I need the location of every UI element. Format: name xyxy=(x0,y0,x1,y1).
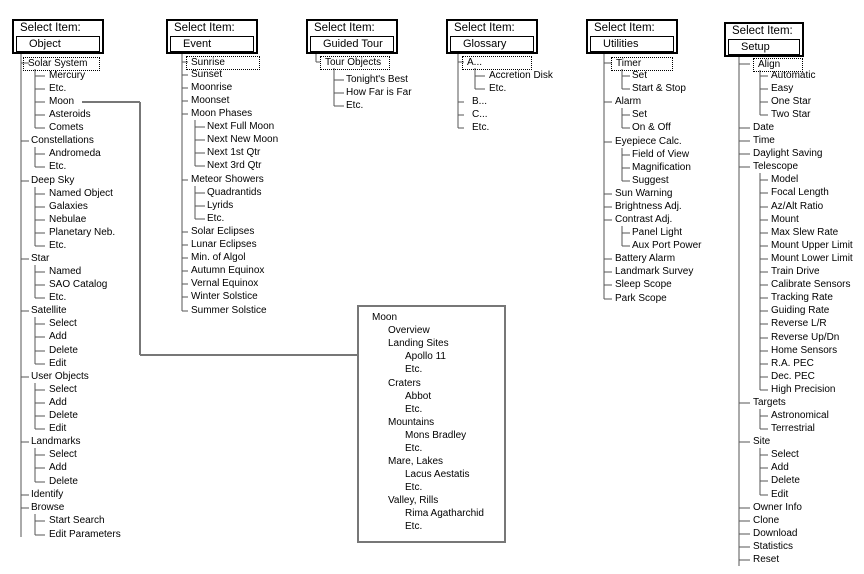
menu-item[interactable]: Identify xyxy=(31,489,64,500)
menu-item[interactable]: Moon xyxy=(49,96,75,107)
menu-item[interactable]: Galaxies xyxy=(49,201,88,212)
menu-item[interactable]: Solar Eclipses xyxy=(191,226,255,237)
menu-item[interactable]: Reset xyxy=(753,554,780,565)
moon-detail-item[interactable]: Etc. xyxy=(405,521,423,532)
menu-item[interactable]: On & Off xyxy=(632,122,671,133)
menu-item[interactable]: Align xyxy=(753,58,803,72)
menu-item[interactable]: Add xyxy=(49,462,67,473)
setup-header[interactable] xyxy=(724,22,804,57)
menu-item[interactable]: Statistics xyxy=(753,541,794,552)
moon-detail-item[interactable]: Etc. xyxy=(405,364,423,375)
menu-item[interactable]: Meteor Showers xyxy=(191,174,264,185)
object-title: Object xyxy=(16,36,100,52)
menu-item[interactable]: Telescope xyxy=(753,161,799,172)
menu-item[interactable]: Aux Port Power xyxy=(632,240,702,251)
menu-item[interactable]: Dec. PEC xyxy=(771,371,815,382)
menu-item[interactable]: Edit xyxy=(49,423,67,434)
moon-detail-item[interactable]: Craters xyxy=(388,378,421,389)
menu-item[interactable]: Targets xyxy=(753,397,786,408)
menu-item[interactable]: Next Full Moon xyxy=(207,121,275,132)
menu-item[interactable]: Astronomical xyxy=(771,410,829,421)
menu-item[interactable]: Edit xyxy=(49,358,67,369)
menu-item[interactable]: Add xyxy=(49,331,67,342)
moon-detail-item[interactable]: Landing Sites xyxy=(388,338,449,349)
menu-item[interactable]: Moonset xyxy=(191,95,230,106)
menu-item[interactable]: Automatic xyxy=(771,70,816,81)
menu-item[interactable]: Summer Solstice xyxy=(191,305,267,316)
menu-item[interactable]: Start Search xyxy=(49,515,105,526)
menu-item[interactable]: Select xyxy=(771,449,799,460)
guided-tour-header-label: Select Item: xyxy=(314,22,375,34)
menu-item[interactable]: Battery Alarm xyxy=(615,253,676,264)
menu-item[interactable]: Delete xyxy=(49,345,78,356)
moon-detail-item[interactable]: Etc. xyxy=(405,482,423,493)
menu-item[interactable]: Site xyxy=(753,436,771,447)
moon-detail-title: Moon xyxy=(372,312,398,323)
menu-item[interactable]: Easy xyxy=(771,83,794,94)
utilities-title: Utilities xyxy=(590,36,674,52)
menu-item[interactable]: Browse xyxy=(31,502,65,513)
menu-item[interactable]: Model xyxy=(771,174,799,185)
menu-item[interactable]: Delete xyxy=(49,410,78,421)
event-title: Event xyxy=(170,36,254,52)
menu-item[interactable]: Next 1st Qtr xyxy=(207,147,261,158)
menu-item[interactable]: Autumn Equinox xyxy=(191,265,265,276)
menu-item[interactable]: Etc. xyxy=(489,83,507,94)
menu-item[interactable]: Mount Upper Limit xyxy=(771,240,853,251)
moon-detail-item[interactable]: Overview xyxy=(388,325,430,336)
menu-item[interactable]: Etc. xyxy=(49,161,67,172)
setup-header-label: Select Item: xyxy=(732,25,793,37)
moon-detail-item[interactable]: Abbot xyxy=(405,391,432,402)
menu-item[interactable]: Etc. xyxy=(207,213,225,224)
menu-item[interactable]: A... xyxy=(462,56,532,70)
menu-item[interactable]: Edit xyxy=(771,489,789,500)
menu-item[interactable]: Etc. xyxy=(49,240,67,251)
menu-item[interactable]: Named Object xyxy=(49,188,113,199)
menu-item[interactable]: R.A. PEC xyxy=(771,358,814,369)
menu-item[interactable]: Timer xyxy=(611,57,673,71)
menu-item[interactable]: Max Slew Rate xyxy=(771,227,839,238)
menu-item[interactable]: Field of View xyxy=(632,149,690,160)
menu-item[interactable]: Deep Sky xyxy=(31,175,75,186)
menu-item[interactable]: Delete xyxy=(771,475,800,486)
moon-detail-item[interactable]: Etc. xyxy=(405,404,423,415)
utilities-header[interactable] xyxy=(586,19,678,54)
menu-item[interactable]: Delete xyxy=(49,476,78,487)
menu-item[interactable]: How Far is Far xyxy=(346,87,412,98)
menu-item[interactable]: Clone xyxy=(753,515,780,526)
menu-item[interactable]: Moonrise xyxy=(191,82,233,93)
menu-item[interactable]: Etc. xyxy=(472,122,490,133)
menu-item[interactable]: Date xyxy=(753,122,775,133)
menu-item[interactable]: Calibrate Sensors xyxy=(771,279,851,290)
menu-item[interactable]: Accretion Disk xyxy=(489,70,553,81)
menu-item[interactable]: Select xyxy=(49,318,77,329)
menu-item[interactable]: Tour Objects xyxy=(320,56,390,70)
menu-item[interactable]: Suggest xyxy=(632,175,669,186)
menu-item[interactable]: Quadrantids xyxy=(207,187,262,198)
menu-item[interactable]: Landmark Survey xyxy=(615,266,694,277)
menu-item[interactable]: Sunrise xyxy=(186,56,260,70)
menu-item[interactable]: Park Scope xyxy=(615,293,667,304)
menu-item[interactable]: Tonight's Best xyxy=(346,74,408,85)
moon-detail-item[interactable]: Mountains xyxy=(388,417,435,428)
menu-item[interactable]: Select xyxy=(49,449,77,460)
menu-item[interactable]: Mount xyxy=(771,214,799,225)
menu-item[interactable]: Download xyxy=(753,528,798,539)
menu-item[interactable]: Asteroids xyxy=(49,109,91,120)
menu-item[interactable]: Min. of Algol xyxy=(191,252,246,263)
menu-item[interactable]: Set xyxy=(632,70,648,81)
menu-item[interactable]: Named xyxy=(49,266,82,277)
menu-item[interactable]: Add xyxy=(49,397,67,408)
menu-item[interactable]: Andromeda xyxy=(49,148,101,159)
menu-item[interactable]: Start & Stop xyxy=(632,83,686,94)
menu-item[interactable]: Time xyxy=(753,135,775,146)
moon-detail-item[interactable]: Apollo 11 xyxy=(405,351,446,362)
menu-item[interactable]: Vernal Equinox xyxy=(191,278,259,289)
menu-item[interactable]: B... xyxy=(472,96,488,107)
menu-item[interactable]: Eyepiece Calc. xyxy=(615,136,682,147)
menu-item[interactable]: Focal Length xyxy=(771,187,829,198)
setup-title: Setup xyxy=(728,39,800,55)
object-header[interactable] xyxy=(12,19,104,54)
menu-item[interactable]: Landmarks xyxy=(31,436,81,447)
menu-item[interactable]: Star xyxy=(31,253,50,264)
menu-item[interactable]: Lunar Eclipses xyxy=(191,239,257,250)
menu-item[interactable]: High Precision xyxy=(771,384,836,395)
menu-item[interactable]: Panel Light xyxy=(632,227,683,238)
moon-detail-item[interactable]: Valley, Rills xyxy=(388,495,439,506)
menu-item[interactable]: Sunset xyxy=(191,69,223,80)
menu-item[interactable]: Etc. xyxy=(346,100,364,111)
menu-item[interactable]: Contrast Adj. xyxy=(615,214,673,225)
menu-item[interactable]: Tracking Rate xyxy=(771,292,833,303)
moon-detail-item[interactable]: Mare, Lakes xyxy=(388,456,444,467)
menu-item[interactable]: Sleep Scope xyxy=(615,279,672,290)
menu-item[interactable]: Planetary Neb. xyxy=(49,227,116,238)
menu-item[interactable]: C... xyxy=(472,109,488,120)
utilities-header-label: Select Item: xyxy=(594,22,655,34)
menu-item[interactable]: Brightness Adj. xyxy=(615,201,682,212)
moon-detail-item[interactable]: Lacus Aestatis xyxy=(405,469,470,480)
menu-item[interactable]: Winter Solstice xyxy=(191,291,258,302)
moon-detail-item[interactable]: Mons Bradley xyxy=(405,430,467,441)
menu-item[interactable]: Moon Phases xyxy=(191,108,253,119)
menu-item[interactable]: Sun Warning xyxy=(615,188,673,199)
menu-item[interactable]: Two Star xyxy=(771,109,811,120)
menu-item[interactable]: Select xyxy=(49,384,77,395)
menu-item[interactable]: Reverse L/R xyxy=(771,318,827,329)
menu-item[interactable]: Lyrids xyxy=(207,200,234,211)
menu-item[interactable]: Mercury xyxy=(49,70,86,81)
menu-item[interactable]: Home Sensors xyxy=(771,345,838,356)
menu-item[interactable]: One Star xyxy=(771,96,812,107)
moon-detail-item[interactable]: Rima Agatharchid xyxy=(405,508,484,519)
menu-item[interactable]: Az/Alt Ratio xyxy=(771,201,824,212)
menu-item[interactable]: Terrestrial xyxy=(771,423,815,434)
menu-item[interactable]: Magnification xyxy=(632,162,691,173)
event-header-label: Select Item: xyxy=(174,22,235,34)
menu-item[interactable]: Next New Moon xyxy=(207,134,279,145)
glossary-header-label: Select Item: xyxy=(454,22,515,34)
menu-item[interactable]: Comets xyxy=(49,122,84,133)
menu-item[interactable]: Nebulae xyxy=(49,214,87,225)
menu-item[interactable]: Add xyxy=(771,462,789,473)
menu-item[interactable]: Train Drive xyxy=(771,266,820,277)
menu-item[interactable]: Constellations xyxy=(31,135,94,146)
menu-item[interactable]: Solar System xyxy=(23,57,100,71)
menu-item[interactable]: SAO Catalog xyxy=(49,279,108,290)
menu-item[interactable]: Satellite xyxy=(31,305,67,316)
menu-item[interactable]: Reverse Up/Dn xyxy=(771,332,840,343)
menu-item[interactable]: Guiding Rate xyxy=(771,305,830,316)
event-header[interactable] xyxy=(166,19,258,54)
menu-item[interactable]: User Objects xyxy=(31,371,89,382)
moon-detail-item[interactable]: Etc. xyxy=(405,443,423,454)
menu-item[interactable]: Mount Lower Limit xyxy=(771,253,853,264)
menu-item[interactable]: Set xyxy=(632,109,648,120)
menu-item[interactable]: Next 3rd Qtr xyxy=(207,160,262,171)
menu-item[interactable]: Owner Info xyxy=(753,502,802,513)
menu-item[interactable]: Edit Parameters xyxy=(49,529,121,540)
menu-item[interactable]: Etc. xyxy=(49,292,67,303)
menu-item[interactable]: Etc. xyxy=(49,83,67,94)
menu-item[interactable]: Alarm xyxy=(615,96,642,107)
glossary-title: Glossary xyxy=(450,36,534,52)
guided-tour-header[interactable] xyxy=(306,19,398,54)
object-header-label: Select Item: xyxy=(20,22,81,34)
menu-item[interactable]: Daylight Saving xyxy=(753,148,823,159)
guided-tour-title: Guided Tour xyxy=(310,36,394,52)
glossary-header[interactable] xyxy=(446,19,538,54)
